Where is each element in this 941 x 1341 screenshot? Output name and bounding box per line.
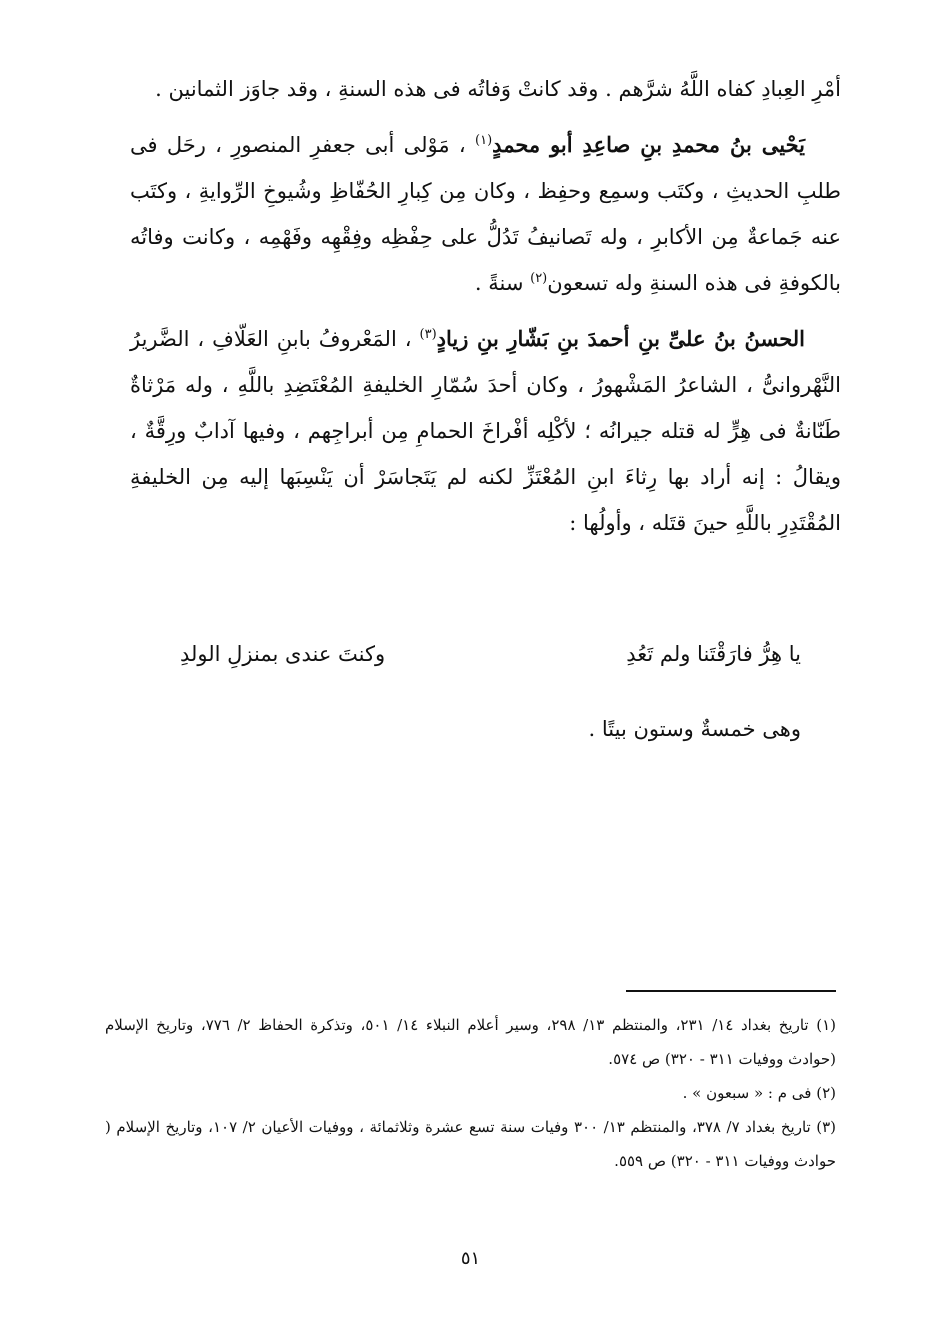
entry-text: ، مَوْلى أبى جعفرِ المنصورِ ، رحَل فى طلبِ الحديثِ ، وكتَب وسمِع وحفِظ ، وكان مِن كِبارِ الحُفّاظِ وشُيوخِ الرِّوايةِ ، وكتَب عنه جَماعةٌ مِن الأكابرِ ، وله تَصانيفُ تَدُلُّ على حِفْظِه وفِقْهِه وفَهْمِه ، وكانت وفاتُه بالكوفةِ فى هذه السنةِ وله تسعون bbox=[130, 133, 841, 295]
footnote-2: (٢) فى م : « سبعون » . bbox=[682, 1084, 836, 1102]
footnote-1: (١) تاريخ بغداد ١٤/ ٢٣١، والمنتظم ١٣/ ٢٩٨، وسير أعلام النبلاء ١٤/ ٥٠١، وتذكرة الحفاظ ٢/ ٧٧٦، وتاريخ الإسلام (حوادث ووفيات ٣١١ - ٣٢٠) ص ٥٧٤. bbox=[105, 1016, 836, 1068]
verse-hemistich-first: يا هِرُّ فارَقْتَنا ولم تَعُدِ bbox=[626, 642, 801, 666]
verse-count-note: وهى خمسةٌ وستون بيتًا . bbox=[588, 717, 801, 741]
paragraph-text: أمْرِ العِبادِ كفاه اللَّهُ شرَّهم . وقد كانتْ وَفاتُه فى هذه السنةِ ، وقد جاوَز الثمانين . bbox=[155, 77, 841, 101]
footnotes-section bbox=[105, 1008, 836, 1178]
entry-text-tail: سنةً . bbox=[474, 271, 524, 295]
verse-hemistich-second: وكنتَ عندى بمنزلِ الولدِ bbox=[180, 642, 386, 666]
footnote-ref-1[interactable]: (١) bbox=[475, 133, 493, 148]
page-number: ٥١ bbox=[460, 1248, 481, 1269]
entry-text: ، المَعْروفُ بابنِ العَلّافِ ، الضَّريرُ النَّهْروانىُّ ، الشاعرُ المَشْهورُ ، وكان أحدَ سُمّارِ الخليفةِ المُعْتَضِدِ باللَّهِ ، وله مَرْثاةٌ طَنّانةٌ فى هِرٍّ له قتله جيرانُه ؛ لأكْلِه أفْراخَ الحمامِ مِن أبراجِهم ، وفيها آدابٌ ورِقَّةٌ ، ويقالُ : إنه أراد بها رِثاءَ ابنِ المُعْتَزِّ لكنه لم يَتَجاسَرْ أن يَنْسِبَها إليه مِن الخليفةِ المُقْتَدِرِ باللَّهِ حينَ قتَله ، وأولُها : bbox=[130, 327, 841, 535]
footnote-3: (٣) تاريخ بغداد ٧/ ٣٧٨، والمنتظم ١٣/ ٣٠٠ وفيات سنة تسع عشرة وثلاثمائة ، ووفيات الأعيان ٢/ ١٠٧، وتاريخ الإسلام ( حوادث ووفيات ٣١١ - ٣٢٠) ص ٥٥٩. bbox=[105, 1118, 837, 1170]
main-text bbox=[130, 66, 841, 556]
footnote-ref-3[interactable]: (٣) bbox=[419, 327, 437, 342]
footnote-ref-2[interactable]: (٢) bbox=[530, 271, 548, 286]
footnote-divider bbox=[626, 990, 836, 992]
paragraph-continuation bbox=[130, 66, 841, 112]
entry-name: الحسنُ بنُ علىِّ بنِ أحمدَ بنِ بَشّارِ بنِ زيادٍ bbox=[436, 326, 806, 351]
biography-entry-yahya bbox=[130, 122, 841, 306]
entry-name: يَحْيى بنُ محمدِ بنِ صاعِدِ أبو محمدٍ bbox=[492, 132, 805, 157]
poetry-verse bbox=[180, 636, 801, 686]
biography-entry-hasan bbox=[130, 316, 841, 546]
